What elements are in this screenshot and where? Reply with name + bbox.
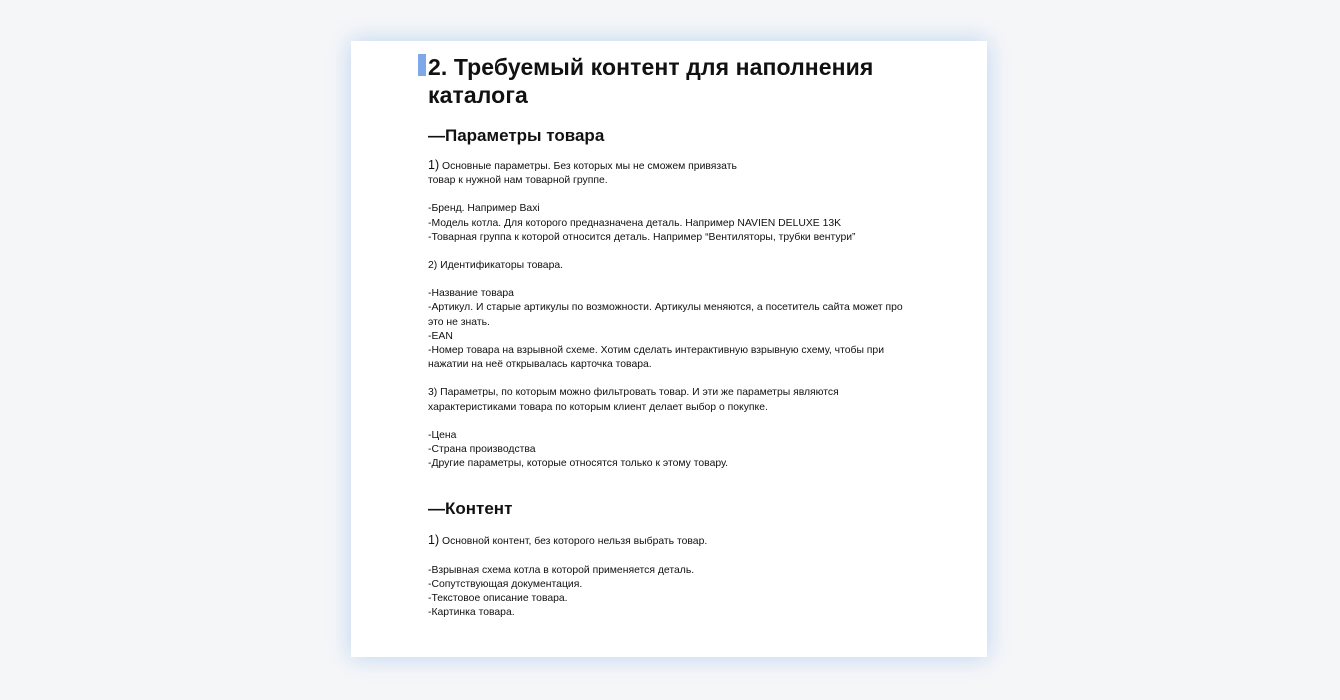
paragraph-text: Основные параметры. Без которых мы не сможем привязать	[439, 161, 737, 172]
page-title: 2. Требуемый контент для наполнения каталога	[428, 54, 874, 108]
text-cursor-highlight	[418, 54, 426, 76]
list-item: -Взрывная схема котла в которой применяется деталь.	[428, 564, 695, 576]
list-item: -Сопутствующая документация.	[428, 578, 583, 590]
section-heading-content: —Контент	[428, 499, 513, 519]
list-item: -Название товара	[428, 288, 514, 300]
paragraph-line: товар к нужной нам товарной группе.	[428, 175, 608, 187]
document-page	[351, 41, 987, 657]
list-item: -Страна производства	[428, 444, 536, 456]
section-heading-parameters: —Параметры товара	[428, 126, 605, 145]
list-item: -Артикул. И старые артикулы по возможности. Артикулы меняются, а посетитель сайта может про	[428, 302, 903, 314]
paragraph-filter-parameters: 3) Параметры, по которым можно фильтровать товар. И эти же параметры являются	[428, 387, 839, 399]
paragraph-text: Основной контент, без которого нельзя выбрать товар.	[439, 536, 708, 548]
list-item: нажатии на неё открывалась карточка товара.	[428, 359, 652, 371]
list-item: -Текстовое описание товара.	[428, 593, 568, 605]
list-main-parameters	[428, 202, 908, 245]
list-item: -Картинка товара.	[428, 607, 515, 619]
paragraph-identifiers: 2) Идентификаторы товара.	[428, 260, 564, 272]
paragraph-number: 1)	[428, 158, 440, 172]
list-main-content	[428, 564, 908, 621]
list-item: -Номер товара на взрывной схеме. Хотим сделать интерактивную взрывную схему, чтобы при	[428, 345, 885, 357]
paragraph-main-parameters	[428, 158, 908, 174]
list-item: -Другие параметры, которые относятся только к этому товару.	[428, 458, 729, 470]
list-item: -Товарная группа к которой относится деталь. Например “Вентиляторы, трубки вентури”	[428, 231, 856, 243]
list-filter-parameters	[428, 429, 908, 472]
paragraph-number: 1)	[428, 533, 440, 548]
paragraph-line: характеристиками товара по которым клиент делает выбор о покупке.	[428, 401, 768, 413]
list-identifiers	[428, 287, 908, 372]
list-item: -Модель котла. Для которого предназначена деталь. Например NAVIEN DELUXE 13K	[428, 217, 842, 229]
paragraph-main-content	[428, 533, 908, 549]
list-item: -Бренд. Например Baxi	[428, 203, 540, 215]
document-content	[428, 53, 908, 620]
list-item: -Цена	[428, 429, 457, 441]
list-item: это не знать.	[428, 316, 490, 328]
list-item: -EAN	[428, 330, 453, 342]
